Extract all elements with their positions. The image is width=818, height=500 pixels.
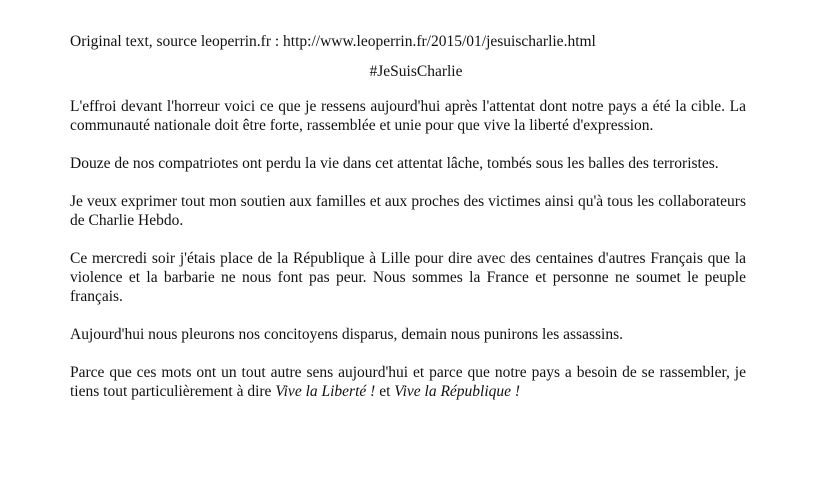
italic-phrase-republique: Vive la République ! <box>394 383 521 400</box>
paragraph-4: Ce mercredi soir j'étais place de la République à Lille pour dire avec des centaines d'autres Français que la violence et la barbarie ne nous font pas peur. Nous sommes la France et personne ne soumet le peuple français. <box>70 250 746 305</box>
italic-phrase-liberte: Vive la Liberté ! <box>275 383 376 400</box>
paragraph-1: L'effroi devant l'horreur voici ce que je ressens aujourd'hui après l'attentat dont notre pays a été la cible. La communauté nationale doit être forte, rassemblée et unie pour que vive la liberté d'expression. <box>70 98 746 134</box>
paragraph-6-text: Parce que ces mots ont un tout autre sens aujourd'hui et parce que notre pays a besoin de se rassembler, je tiens tout particulièrement à dire <box>70 364 746 400</box>
paragraph-6-joiner: et <box>375 383 395 400</box>
source-line: Original text, source leoperrin.fr : http://www.leoperrin.fr/2015/01/jesuischarlie.html <box>70 33 596 50</box>
paragraph-5: Aujourd'hui nous pleurons nos concitoyens disparus, demain nous punirons les assassins. <box>70 326 623 343</box>
paragraph-3: Je veux exprimer tout mon soutien aux familles et aux proches des victimes ainsi qu'à tous les collaborateurs de Charlie Hebdo. <box>70 193 746 229</box>
paragraph-2: Douze de nos compatriotes ont perdu la vie dans cet attentat lâche, tombés sous les balles des terroristes. <box>70 155 719 172</box>
document-title: #JeSuisCharlie <box>369 63 463 80</box>
paragraph-6 <box>70 363 746 401</box>
